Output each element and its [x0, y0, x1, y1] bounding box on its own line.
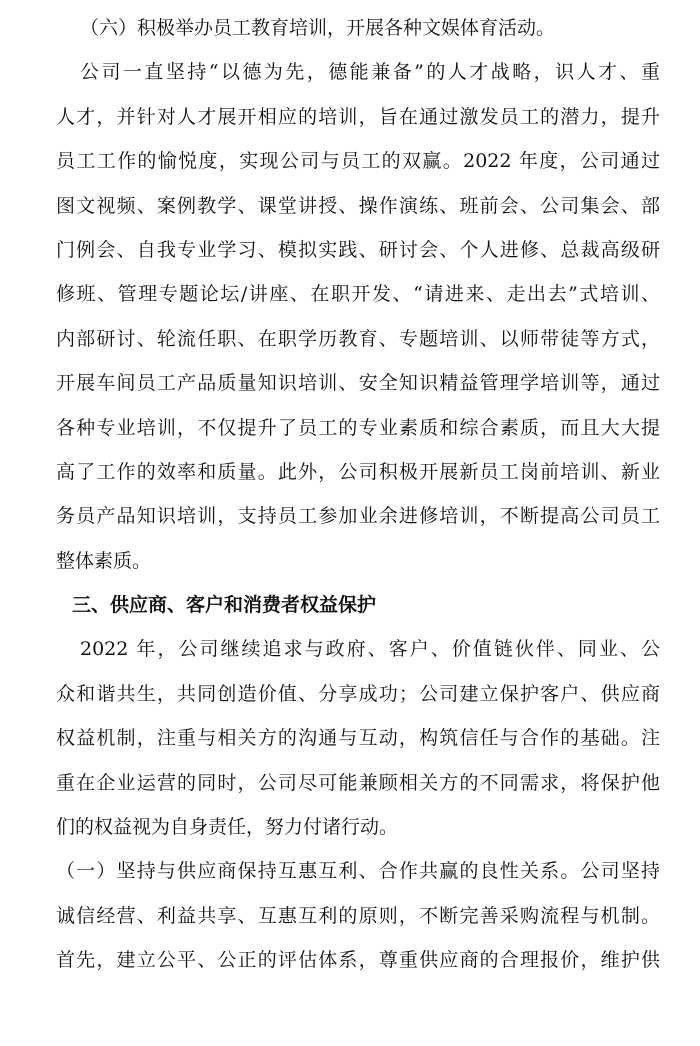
- paragraph-line: 首先，建立公平、公正的评估体系，尊重供应商的合理报价，维护供: [56, 949, 660, 972]
- paragraph-line: 高了工作的效率和质量。此外，公司积极开展新员工岗前培训、新业: [56, 460, 660, 483]
- paragraph-line: 整体素质。: [56, 549, 152, 572]
- paragraph-line: 各种专业培训，不仅提升了员工的专业素质和综合素质，而且大大提: [56, 416, 660, 439]
- paragraph-line: 重在企业运营的同时，公司尽可能兼顾相关方的不同需求，将保护他: [56, 771, 660, 794]
- section-heading: 三、供应商、客户和消费者权益保护: [72, 594, 377, 617]
- paragraph-line: 们的权益视为自身责任，努力付诸行动。: [56, 816, 399, 839]
- paragraph-line: 诚信经营、利益共享、互惠互利的原则，不断完善采购流程与机制。: [56, 904, 660, 927]
- paragraph-line: 人才，并针对人才展开相应的培训，旨在通过激发员工的潜力，提升: [56, 105, 660, 128]
- paragraph-line: 图文视频、案例教学、课堂讲授、操作演练、班前会、公司集会、部: [56, 194, 660, 217]
- paragraph-line: 务员产品知识培训，支持员工参加业余进修培训，不断提高公司员工: [56, 505, 660, 528]
- paragraph-line: 公司一直坚持“以德为先，德能兼备”的人才战略，识人才、重: [80, 61, 660, 84]
- paragraph-line: 修班、管理专题论坛/讲座、在职开发、“请进来、走出去”式培训、: [56, 283, 660, 306]
- paragraph-line: 门例会、自我专业学习、模拟实践、研讨会、个人进修、总裁高级研: [56, 238, 660, 261]
- paragraph-line: 开展车间员工产品质量知识培训、安全知识精益管理学培训等，通过: [56, 372, 660, 395]
- paragraph-line: 众和谐共生，共同创造价值、分享成功；公司建立保护客户、供应商: [56, 682, 660, 705]
- paragraph-line: 员工工作的愉悦度，实现公司与员工的双赢。2022 年度，公司通过: [56, 150, 660, 173]
- paragraph-line: （一）坚持与供应商保持互惠互利、合作共赢的良性关系。公司坚持: [56, 860, 660, 883]
- paragraph-line: 2022 年，公司继续追求与政府、客户、价值链伙伴、同业、公: [80, 638, 660, 661]
- document-page: [56, 0, 660, 983]
- subheading-line: （六）积极举办员工教育培训，开展各种文娱体育活动。: [80, 17, 556, 39]
- paragraph-line: 权益机制，注重与相关方的沟通与互动，构筑信任与合作的基础。注: [56, 727, 660, 750]
- paragraph-line: 内部研讨、轮流任职、在职学历教育、专题培训、以师带徒等方式，: [56, 327, 660, 350]
